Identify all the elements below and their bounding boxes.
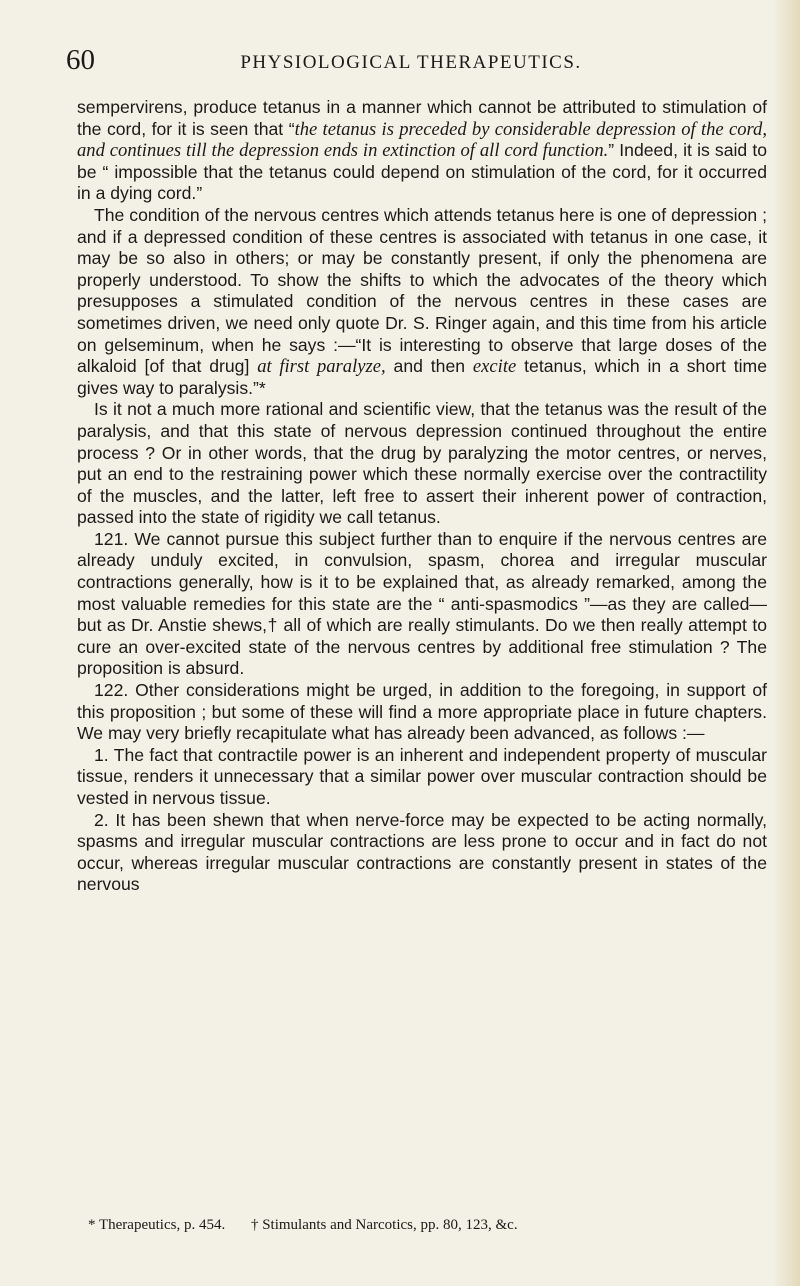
paragraph-2-text-c: tetanus, which in a short time gives way to paralysis.”* xyxy=(77,356,767,398)
page-edge-shading xyxy=(772,0,800,1286)
paragraph-2-text-b: and then xyxy=(385,356,473,377)
footnote-star: * Therapeutics, p. 454. xyxy=(88,1217,226,1233)
paragraph-1 xyxy=(77,97,767,205)
point-2: 2. It has been shewn that when nerve-force may be expected to be acting normally, spasms and irregular muscular contractions are less prone to occur and in fact do not occur, whereas irregular muscular contractions are constantly present in states of the nervous xyxy=(77,809,767,895)
page-number: 60 xyxy=(66,44,95,76)
footnote-dagger: † Stimulants and Narcotics, pp. 80, 123, &c. xyxy=(250,1217,518,1233)
body-text xyxy=(77,97,767,896)
paragraph-122: 122. Other considerations might be urged, in addition to the foregoing, in support of this proposition ; but some of these will find a more appropriate place in future chapters. We may very briefly recapitulate what has already been advanced, as follows :— xyxy=(77,680,767,744)
page-header xyxy=(66,42,756,82)
paragraph-2 xyxy=(77,205,767,399)
paragraph-1-text-b: ” Indeed, it is said to be “ impossible that the tetanus could depend on stimulation of the cord, for it occurred in a dying cord.” xyxy=(77,140,768,204)
paragraph-2-italic-a: at first paralyze, xyxy=(257,356,386,378)
footnotes xyxy=(88,1215,768,1235)
paragraph-1-text-a: sempervirens, produce tetanus in a manner which cannot be attributed to stimulation of the cord, for it is seen that “ xyxy=(77,97,767,139)
point-1: 1. The fact that contractile power is an inherent and independent property of muscular tissue, renders it unnecessary that a similar power over muscular contraction should be vested in nervous tissue. xyxy=(77,744,767,808)
paragraph-1-quote: the tetanus is preceded by considerable depression of the cord, and continues till the depression ends in extinction of all cord function. xyxy=(77,118,767,162)
running-title: PHYSIOLOGICAL THERAPEUTICS. xyxy=(240,52,582,73)
paragraph-2-text-a: The condition of the nervous centres which attends tetanus here is one of depression ; and if a depressed condition of these centres is associated with tetanus in one case, it may be so also in others; or may be constantly present, if only the phenomena are properly understood. To show the shifts to which the advocates of the theory which presupposes a stimulated condition of the nervous centres in these cases are sometimes driven, we need only quote Dr. S. Ringer again, and this time from his article on gelseminum, when he says :—“It is interesting to observe that large doses of the alkaloid [of that drug] xyxy=(77,204,767,377)
paragraph-121: 121. We cannot pursue this subject further than to enquire if the nervous centres are already unduly excited, in convulsion, spasm, chorea and irregular muscular contractions generally, how is it to be explained that, as already remarked, among the most valuable remedies for this state are the “ anti-spasmodics ”—as they are called—but as Dr. Anstie shews,† all of which are really stimulants. Do we then really attempt to cure an over-excited state of the nervous centres by additional free stimulation ? The proposition is absurd. xyxy=(77,528,767,679)
paragraph-2-italic-b: excite xyxy=(472,356,517,378)
paragraph-3: Is it not a much more rational and scientific view, that the tetanus was the result of the paralysis, and that this state of nervous depression continued throughout the entire process ? Or in other words, that the drug by paralyzing the motor centres, or nerves, put an end to the restraining power which these normally exercise over the contractility of the muscles, and the latter, left free to assert their inherent power of contraction, passed into the state of rigidity we call tetanus. xyxy=(77,399,767,528)
